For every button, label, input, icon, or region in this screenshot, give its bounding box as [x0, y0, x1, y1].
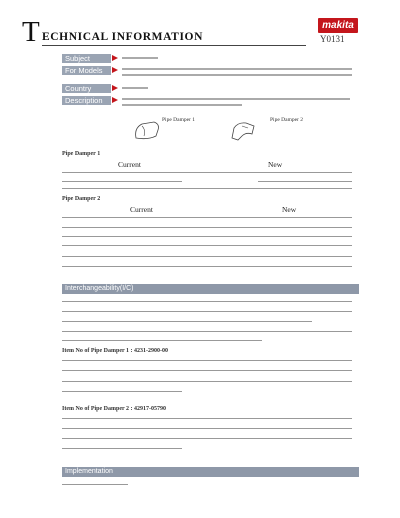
text-line	[258, 181, 352, 182]
text-line	[62, 266, 352, 267]
pd2-current-heading: Current	[130, 205, 153, 214]
description-line-1	[122, 98, 350, 100]
text-line	[62, 321, 312, 322]
text-line	[62, 484, 128, 485]
text-line	[62, 245, 352, 246]
pipe-damper-1-drawing	[132, 120, 162, 142]
subject-label: Subject	[62, 54, 111, 63]
text-line	[62, 381, 352, 382]
pipe-damper-1-heading: Pipe Damper 1	[62, 151, 101, 157]
models-value-line-1	[122, 68, 352, 70]
text-line	[62, 428, 352, 429]
text-line	[62, 448, 182, 449]
makita-logo: makita	[318, 18, 358, 33]
pd1-new-heading: New	[268, 160, 283, 169]
part2-label: Pipe Damper 2	[270, 117, 303, 123]
arrow-icon	[112, 85, 118, 91]
text-line	[62, 360, 352, 361]
text-line	[62, 311, 352, 312]
part1-label: Pipe Damper 1	[162, 117, 195, 123]
text-line	[62, 188, 352, 189]
text-line	[62, 256, 352, 257]
title-initial: T	[22, 16, 40, 48]
text-line	[62, 227, 352, 228]
text-line	[62, 331, 352, 332]
pipe-damper-2-heading: Pipe Damper 2	[62, 196, 101, 202]
document-number: Y0131	[320, 34, 345, 44]
text-line	[62, 418, 352, 419]
country-value	[122, 87, 148, 89]
text-line	[62, 340, 262, 341]
implementation-heading: Implementation	[62, 467, 359, 477]
text-line	[62, 438, 352, 439]
text-line	[62, 301, 352, 302]
subject-value	[122, 57, 158, 59]
item-no-pipe-damper-2: Item No of Pipe Damper 2 : 42917-05790	[62, 406, 167, 412]
arrow-icon	[112, 97, 118, 103]
item-no-pipe-damper-1: Item No of Pipe Damper 1 : 4231-2900-00	[62, 348, 169, 354]
models-label: For Models	[62, 66, 111, 75]
pipe-damper-2-drawing	[228, 120, 258, 142]
description-label: Description	[62, 96, 111, 105]
text-line	[62, 181, 182, 182]
pd2-new-heading: New	[282, 205, 297, 214]
country-label: Country	[62, 84, 111, 93]
text-line	[62, 236, 352, 237]
text-line	[62, 217, 352, 218]
pd1-current-heading: Current	[118, 160, 141, 169]
models-value-line-2	[122, 74, 352, 76]
interchangeability-heading: Interchangeability(I/C)	[62, 284, 359, 294]
text-line	[62, 172, 352, 173]
title-underline	[42, 45, 306, 46]
text-line	[62, 370, 352, 371]
text-line	[62, 391, 182, 392]
arrow-icon	[112, 67, 118, 73]
arrow-icon	[112, 55, 118, 61]
page-title: ECHNICAL INFORMATION	[42, 31, 203, 43]
description-line-2	[122, 104, 242, 106]
